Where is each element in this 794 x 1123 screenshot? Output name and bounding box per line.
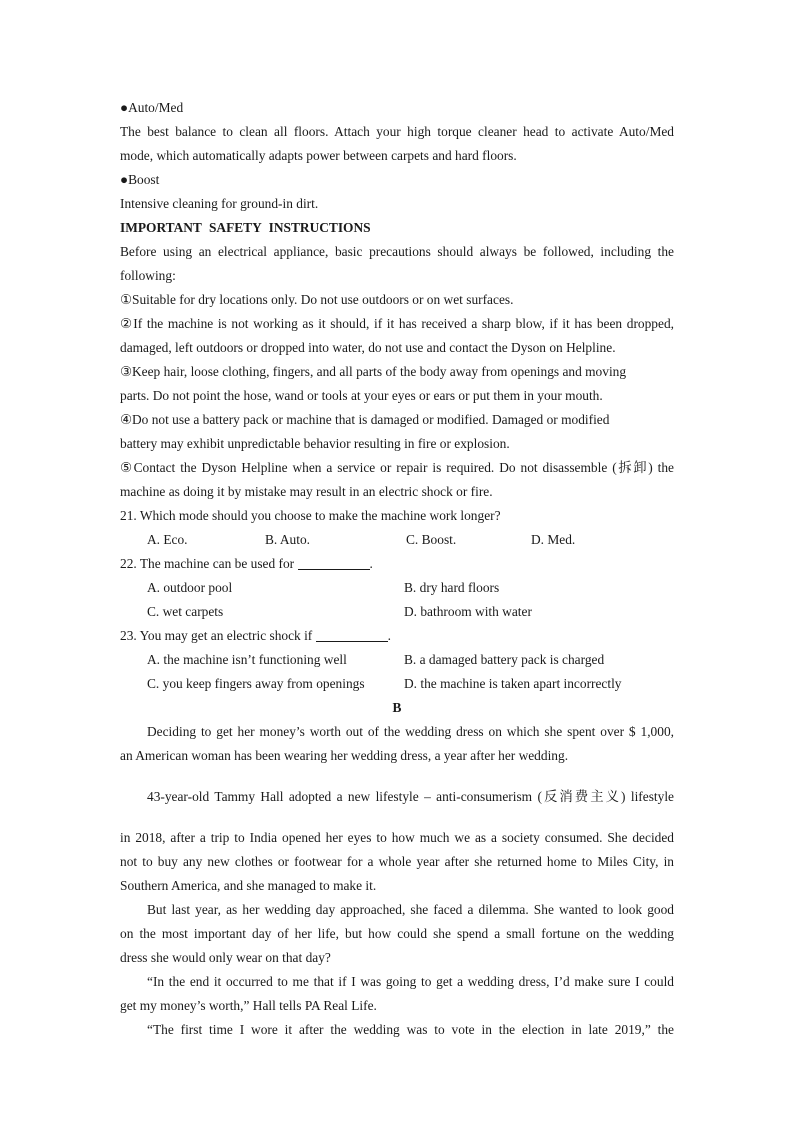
safety-item-4-line-2: battery may exhibit unpredictable behavior resulting in fire or explosion. <box>120 436 510 451</box>
passage-b-paragraph-line: get my money’s worth,” Hall tells PA Real Life. <box>120 998 377 1013</box>
question-22-option-a: A. outdoor pool <box>147 580 233 595</box>
question-22-option-b: B. dry hard floors <box>404 580 500 595</box>
mode-boost-heading: ●Boost <box>120 172 160 187</box>
question-23-option-c: C. you keep fingers away from openings <box>147 676 365 691</box>
safety-item-3-line-2: parts. Do not point the hose, wand or tools at your eyes or ears or put them in your mouth. <box>120 388 603 403</box>
passage-b-paragraph-line: on the most important day of her life, but how could she spend a small fortune on the wedding <box>120 926 674 941</box>
passage-b-paragraph-line: dress she would only wear on that day? <box>120 950 331 965</box>
passage-b-paragraph-line: Southern America, and she managed to make it. <box>120 878 377 893</box>
safety-item-1: ①Suitable for dry locations only. Do not use outdoors or on wet surfaces. <box>120 292 514 307</box>
safety-item-4-line-1: ④Do not use a battery pack or machine that is damaged or modified. Damaged or modified <box>120 412 610 427</box>
document-page <box>120 96 674 1042</box>
safety-title: IMPORTANT SAFETY INSTRUCTIONS <box>120 220 371 235</box>
question-23-suffix: . <box>387 628 391 643</box>
safety-item-3-line-1: ③Keep hair, loose clothing, fingers, and all parts of the body away from openings and moving <box>120 364 627 379</box>
safety-item-2-line-2: damaged, left outdoors or dropped into water, do not use and contact the Dyson on Helpline. <box>120 340 616 355</box>
answer-blank <box>298 555 370 570</box>
passage-b-paragraph-line: “The first time I wore it after the wedding was to vote in the election in late 2019,” the <box>147 1022 674 1037</box>
question-23-option-a: A. the machine isn’t functioning well <box>147 652 347 667</box>
question-21-option-a: A. Eco. <box>147 532 188 547</box>
safety-item-5-line-1: ⑤Contact the Dyson Helpline when a service or repair is required. Do not disassemble (拆卸) the <box>120 460 674 475</box>
question-23-option-b: B. a damaged battery pack is charged <box>404 652 605 667</box>
question-23-stem-row <box>120 624 674 648</box>
question-21-option-c: C. Boost. <box>406 532 457 547</box>
question-22-option-c: C. wet carpets <box>147 604 224 619</box>
passage-b-paragraph-line: 43-year-old Tammy Hall adopted a new lifestyle – anti-consumerism (反消费主义) lifestyle <box>147 789 674 804</box>
passage-b-paragraph-line: not to buy any new clothes or footwear for a whole year after she returned home to Miles City, in <box>120 854 674 869</box>
question-22-stem: 22. The machine can be used for <box>120 556 295 571</box>
question-22-options-row-2 <box>120 600 674 624</box>
question-22-options-row-1 <box>120 576 674 600</box>
passage-b-paragraph-line: “In the end it occurred to me that if I was going to get a wedding dress, I’d make sure I could <box>147 974 674 989</box>
question-21-option-b: B. Auto. <box>265 532 311 547</box>
mode-boost-desc: Intensive cleaning for ground-in dirt. <box>120 196 319 211</box>
question-22-suffix: . <box>369 556 373 571</box>
mode-auto-med-desc-line: The best balance to clean all floors. Attach your high torque cleaner head to activate Auto/Med <box>120 124 674 139</box>
passage-b-paragraph-line: Deciding to get her money’s worth out of the wedding dress on which she spent over $ 1,000, <box>147 724 674 739</box>
passage-b-paragraph-line: in 2018, after a trip to India opened her eyes to how much we as a society consumed. She decided <box>120 830 674 845</box>
mode-auto-med-heading: ●Auto/Med <box>120 100 184 115</box>
answer-blank <box>316 627 388 642</box>
question-21-stem: 21. Which mode should you choose to make the machine work longer? <box>120 508 501 523</box>
question-21-option-d: D. Med. <box>531 532 576 547</box>
safety-intro-line: Before using an electrical appliance, basic precautions should always be followed, including the <box>120 244 674 259</box>
passage-b-label: B <box>392 700 402 715</box>
question-23-options-row-2 <box>120 672 674 696</box>
passage-b-paragraph-line: an American woman has been wearing her wedding dress, a year after her wedding. <box>120 748 569 763</box>
safety-item-5-line-2: machine as doing it by mistake may result in an electric shock or fire. <box>120 484 493 499</box>
question-23-option-d: D. the machine is taken apart incorrectly <box>404 676 622 691</box>
question-22-stem-row <box>120 552 674 576</box>
paragraph-gap <box>120 768 674 785</box>
question-23-stem: 23. You may get an electric shock if <box>120 628 313 643</box>
question-23-options-row-1 <box>120 648 674 672</box>
question-22-option-d: D. bathroom with water <box>404 604 532 619</box>
safety-intro-line: following: <box>120 268 176 283</box>
mode-auto-med-desc-line: mode, which automatically adapts power between carpets and hard floors. <box>120 148 517 163</box>
question-21-options <box>120 528 674 552</box>
paragraph-gap <box>120 809 674 826</box>
passage-b-paragraph-line: But last year, as her wedding day approached, she faced a dilemma. She wanted to look good <box>147 902 674 917</box>
safety-item-2-line-1: ②If the machine is not working as it should, if it has received a sharp blow, if it has been dropped, <box>120 316 674 331</box>
